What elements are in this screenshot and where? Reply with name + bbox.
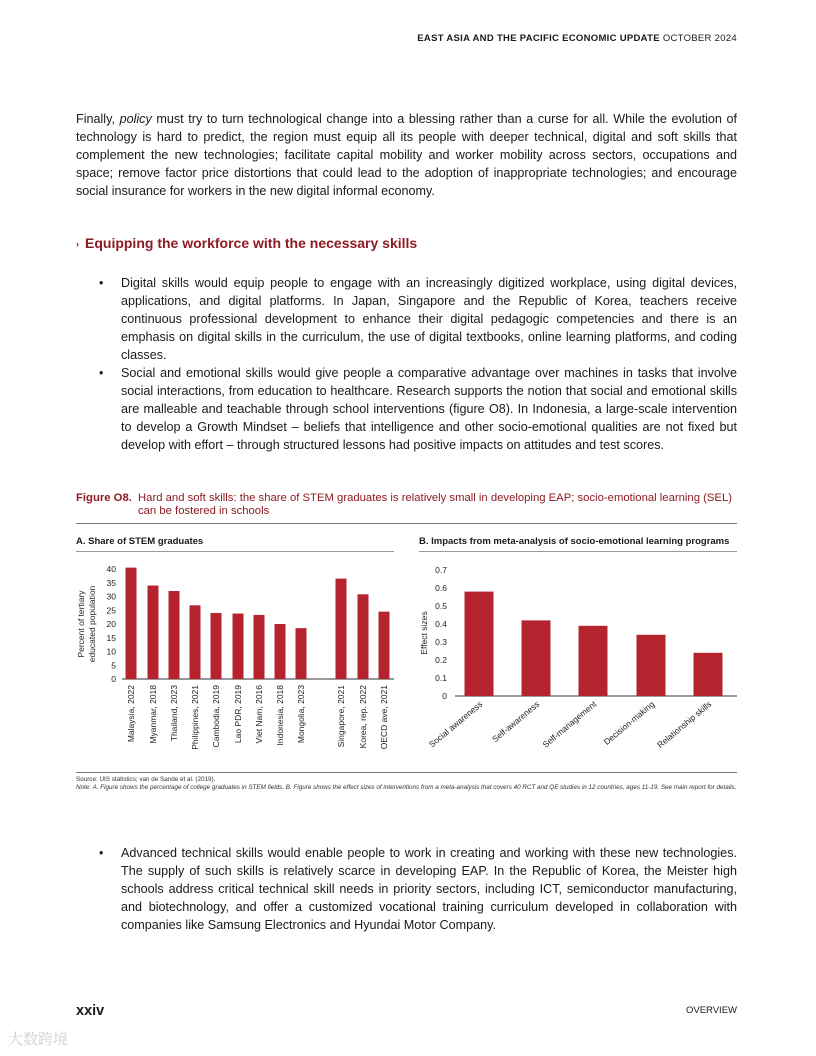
y-tick-label: 0 — [442, 691, 447, 701]
y-tick-label: 0.5 — [435, 601, 447, 611]
bar — [379, 612, 390, 679]
intro-emphasis: policy — [119, 112, 152, 126]
y-axis-label: educated population — [87, 585, 97, 663]
y-axis-label: Effect sizes — [419, 611, 429, 655]
sel-effect-sizes-chart — [419, 565, 737, 750]
footer-section: OVERVIEW — [685, 1005, 737, 1016]
x-tick-label: Malaysia, 2022 — [126, 685, 136, 743]
bar — [233, 614, 244, 679]
panel-a-title: A. Share of STEM graduates — [76, 536, 204, 547]
bar — [190, 605, 201, 679]
bar — [336, 579, 347, 679]
y-tick-label: 15 — [106, 632, 116, 643]
y-tick-label: 0.2 — [435, 655, 447, 665]
bar — [579, 626, 608, 696]
figure-caption: Hard and soft skills: the share of STEM graduates is relatively small in developing EAP; socio-emotional learning (SEL) can be fostered in schools — [138, 492, 732, 517]
y-axis-label: Percent of tertiary — [76, 590, 86, 658]
bullet-advanced-technical-skills — [99, 844, 737, 934]
watermark: 大数跨境 — [8, 1031, 69, 1048]
x-tick-label: Cambodia, 2019 — [211, 685, 221, 748]
y-tick-label: 35 — [106, 577, 116, 588]
bullet-marker: • — [99, 846, 104, 860]
figure-source: Source: UIS statistics; van de Sande et al. (2019). — [76, 776, 216, 783]
y-tick-label: 0.6 — [435, 583, 447, 593]
figure-source-note — [76, 776, 737, 792]
bullet-text: Digital skills would equip people to engage with an increasingly digitized workplace, using digital devices, applications, and digital platforms. In Japan, Singapore and the Republic of Korea, teachers receive continuous professional development to enhance their digital pedagogic competencies and there is an emphasis on digital skills in the curriculum, the use of digital textbooks, online learning platforms, and coding classes. — [121, 276, 737, 362]
y-tick-label: 0.7 — [435, 565, 447, 575]
report-title: EAST ASIA AND THE PACIFIC ECONOMIC UPDATE — [417, 33, 660, 44]
chevron-right-icon: › — [76, 239, 79, 249]
bar — [465, 592, 494, 696]
report-date: OCTOBER 2024 — [662, 33, 737, 44]
x-tick-label: Decision-making — [601, 698, 657, 747]
stem-graduates-chart — [76, 564, 394, 750]
y-tick-label: 25 — [106, 605, 116, 616]
y-tick-label: 10 — [106, 646, 116, 657]
bar — [637, 635, 666, 696]
intro-lead: Finally, — [76, 112, 120, 126]
bar — [694, 653, 723, 696]
bar — [296, 628, 307, 679]
x-tick-label: Social awareness — [426, 698, 485, 750]
x-tick-label: Thailand, 2023 — [169, 685, 179, 742]
x-tick-label: Singapore, 2021 — [336, 685, 346, 748]
bar — [126, 568, 137, 679]
x-tick-label: Self-awareness — [489, 698, 542, 745]
y-tick-label: 0.3 — [435, 637, 447, 647]
bar — [254, 615, 265, 679]
figure-bottom-rule — [76, 772, 737, 773]
x-tick-label: Relationship skills — [655, 698, 714, 750]
y-tick-label: 40 — [106, 564, 116, 574]
x-tick-label: Philippines, 2021 — [190, 685, 200, 750]
page-number: xxiv — [76, 1003, 105, 1019]
x-tick-label: Indonesia, 2018 — [275, 685, 285, 746]
y-tick-label: 5 — [111, 660, 116, 671]
x-tick-label: Korea, rep. 2022 — [358, 685, 368, 749]
bar — [522, 620, 551, 696]
bar — [148, 586, 159, 680]
bar — [358, 594, 369, 679]
intro-rest: must try to turn technological change into a blessing rather than a curse for all. While the evolution of technology is hard to predict, the region must equip all its people with deeper technical, digital and soft skills that complement the new technologies; facilitate capital mobility and worker mobility across sectors, occupations and space; remove factor price distortions that could lead to the adoption of inappropriate technologies; and encourage social insurance for workers in the new digital informal economy. — [76, 112, 737, 198]
x-tick-label: OECD ave, 2021 — [379, 685, 389, 750]
y-tick-label: 0.1 — [435, 673, 447, 683]
bullet-marker: • — [99, 366, 104, 380]
y-tick-label: 0.4 — [435, 619, 447, 629]
bar — [169, 591, 180, 679]
y-tick-label: 30 — [106, 591, 116, 602]
panel-b-title: B. Impacts from meta-analysis of socio-emotional learning programs — [419, 536, 730, 547]
y-tick-label: 20 — [106, 619, 116, 629]
bullet-marker: • — [99, 276, 104, 290]
x-tick-label: Viet Nam, 2016 — [254, 685, 264, 744]
bullet-text: Advanced technical skills would enable people to work in creating and working with these new technologies. The supply of such skills is relatively scarce in developing EAP. In the Republic of Korea, the Meister high schools address critical technical skill needs in priority sectors, including ICT, semiconductor manufacturing, and biotechnology, and offer a customized vocational training curriculum developed in collaboration with companies like Samsung Electronics and Hyundai Motor Company. — [121, 846, 737, 932]
bar — [211, 613, 222, 679]
figure-label: Figure O8. — [76, 492, 132, 504]
x-tick-label: Mongolia, 2023 — [296, 685, 306, 744]
y-tick-label: 0 — [111, 674, 116, 684]
x-tick-label: Myanmar, 2018 — [148, 685, 158, 744]
bullet-text: Social and emotional skills would give people a comparative advantage over machines in tasks that involve social interactions, from education to healthcare. Research supports the notion that social and emotional skills are malleable and teachable through school interventions (figure O8). In Indonesia, a large-scale intervention to develop a Growth Mindset – beliefs that intelligence and other socio-emotional qualities are not fixed but develop with effort – through structured lessons had positive impacts on attitudes and test scores. — [121, 366, 737, 452]
section-heading-text: Equipping the workforce with the necessary skills — [85, 235, 418, 251]
x-tick-label: Self-management — [540, 698, 599, 750]
x-tick-label: Lao PDR, 2019 — [233, 685, 243, 744]
bar — [275, 624, 286, 679]
figure-note: Note: A. Figure shows the percentage of college graduates in STEM fields. B. Figure shows the effect sizes of interventions from a meta-analysis that covers 40 RCT and QE studies in 12 countries, ages 11-19. See main report for details. — [76, 784, 737, 791]
